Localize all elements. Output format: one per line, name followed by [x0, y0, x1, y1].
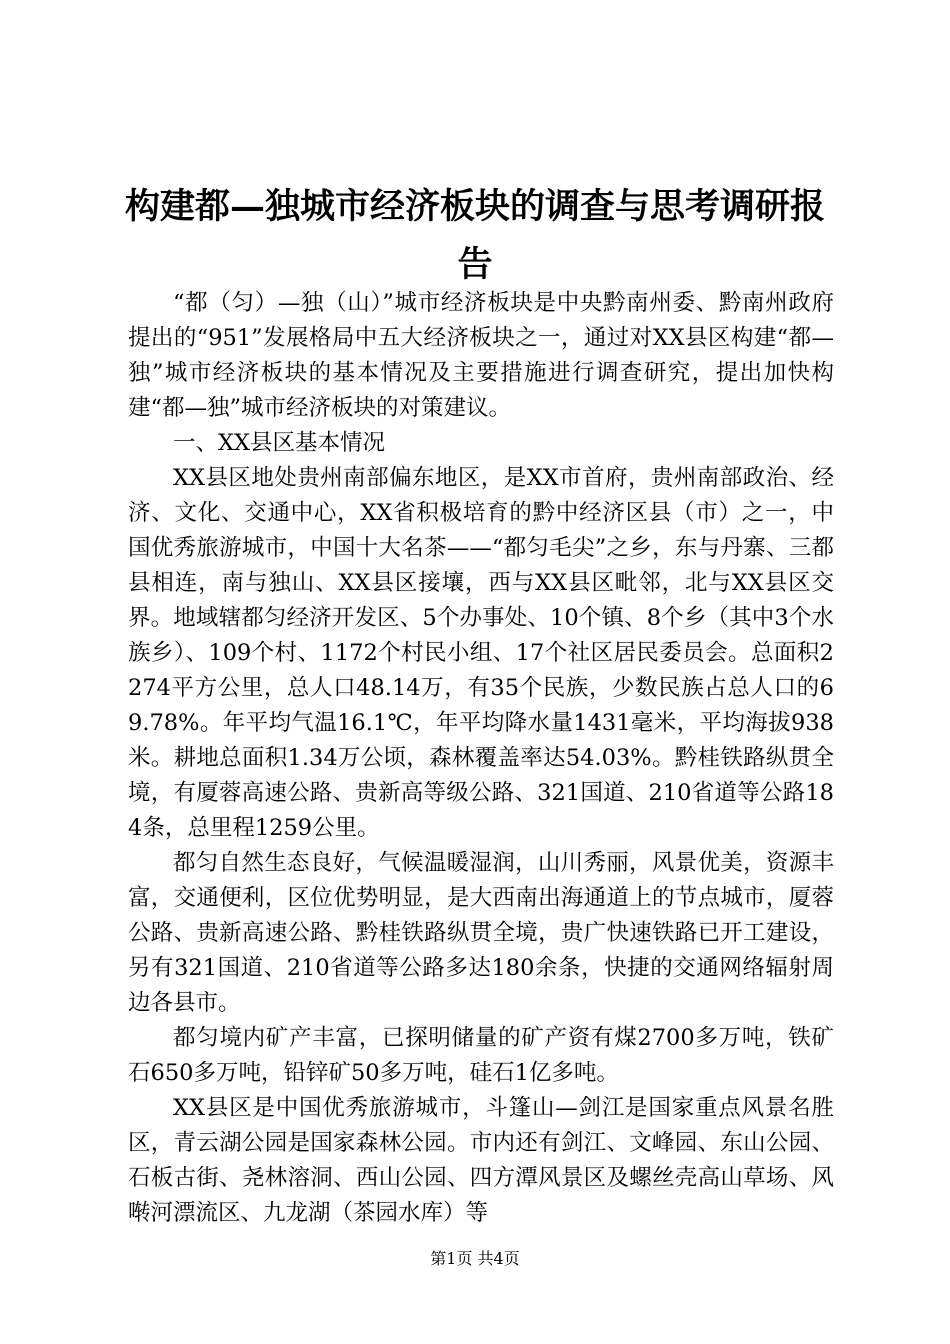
paragraph-minerals: 都匀境内矿产丰富，已探明储量的矿产资有煤2700多万吨，铁矿石650多万吨，铅锌矿50多万吨，硅石1亿多吨。: [128, 1025, 834, 1086]
paragraph-tourism: XX县区是中国优秀旅游城市，斗篷山—剑江是国家重点风景名胜区，青云湖公园是国家森林公园。市内还有剑江、文峰园、东山公园、石板古街、尧林溶洞、西山公园、四方潭风景区及螺丝壳高山草场、风啭河漂流区、九龙湖（茶园水库）等: [128, 1095, 834, 1226]
page-footer: 第1页 共4页: [430, 1249, 520, 1268]
document-body: [128, 286, 834, 1231]
document-title: 构建都—独城市经济板块的调查与思考调研报告: [124, 186, 825, 285]
paragraph-overview: XX县区地处贵州南部偏东地区，是XX市首府，贵州南部政治、经济、文化、交通中心，XX省积极培育的黔中经济区县（市）之一，中国优秀旅游城市，中国十大名茶——“都匀毛尖”之乡，东与丹寨、三都县相连，南与独山、XX县区接壤，西与XX县区毗邻，北与XX县区交界。地域辖都匀经济开发区、5个办事处、10个镇、8个乡（其中3个水族乡）、109个村、1172个村民小组、17个社区居民委员会。总面积2274平方公里，总人口48.14万，有35个民族，少数民族占总人口的69.78%。年平均气温16.1℃，年平均降水量1431毫米，平均海拔938米。耕地总面积1.34万公顷，森林覆盖率达54.03%。黔桂铁路纵贯全境，有厦蓉高速公路、贵新高等级公路、321国道、210省道等公路184条，总里程1259公里。: [128, 465, 834, 841]
paragraph-intro: “都（匀）—独（山）”城市经济板块是中央黔南州委、黔南州政府提出的“951”发展格局中五大经济板块之一，通过对XX县区构建“都—独”城市经济板块的基本情况及主要措施进行调查研究，提出加快构建“都—独”城市经济板块的对策建议。: [128, 290, 834, 421]
paragraph-ecology: 都匀自然生态良好，气候温暖湿润，山川秀丽，风景优美，资源丰富，交通便利，区位优势明显，是大西南出海通道上的节点城市，厦蓉公路、贵新高速公路、黔桂铁路纵贯全境，贵广快速铁路已开工建设，另有321国道、210省道等公路多达180余条，快捷的交通网络辐射周边各县市。: [128, 850, 834, 1016]
section-heading: 一、XX县区基本情况: [173, 430, 386, 456]
